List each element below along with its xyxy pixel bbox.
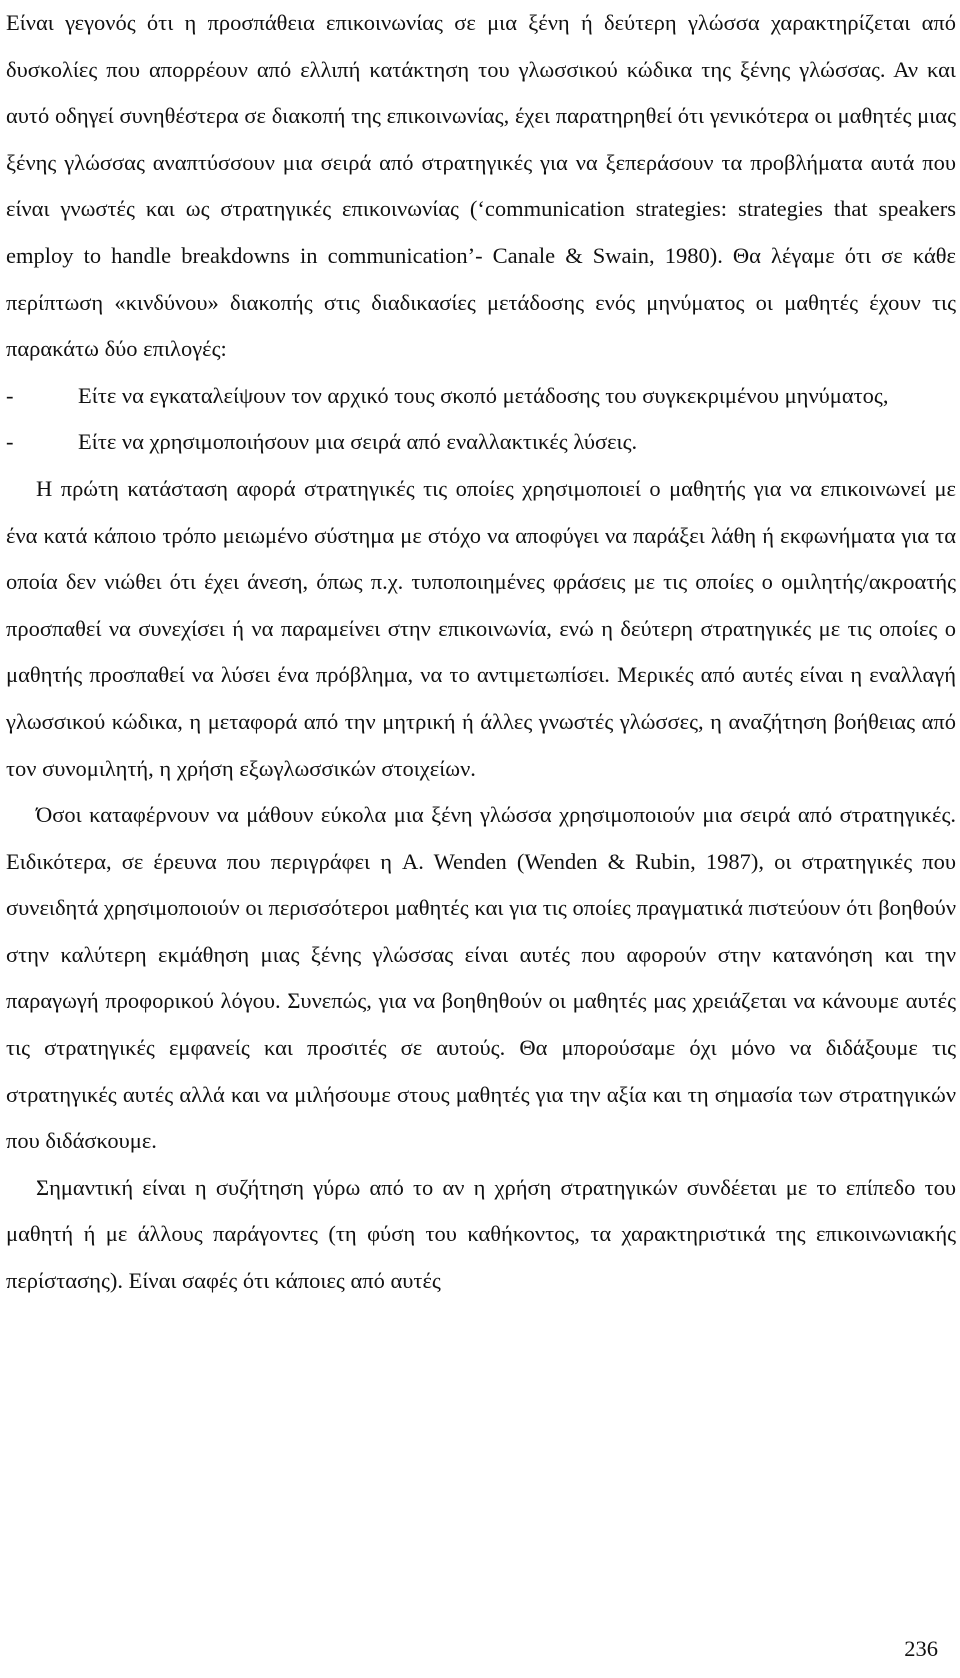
list-item-text: Είτε να χρησιμοποιήσουν μια σειρά από εναλλακτικές λύσεις. <box>78 429 638 455</box>
list-item <box>6 419 956 466</box>
list-item <box>6 373 956 420</box>
options-list <box>6 373 956 466</box>
paragraph-1: Είναι γεγονός ότι η προσπάθεια επικοινωνίας σε μια ξένη ή δεύτερη γλώσσα χαρακτηρίζεται από δυσκολίες που απορρέουν από ελλιπή κατάκτηση του γλωσσικού κώδικα της ξένης γλώσσας. Αν και αυτό οδηγεί συνηθέστερα σε διακοπή της επικοινωνίας, έχει παρατηρηθεί ότι γενικότερα οι μαθητές μιας ξένης γλώσσας αναπτύσσουν μια σειρά από στρατηγικές για να ξεπεράσουν τα προβλήματα αυτά που είναι γνωστές και ως στρατηγικές επικοινωνίας (‘communication strategies: strategies that speakers employ to handle breakdowns in communication’- Canale & Swain, 1980). Θα λέγαμε ότι σε κάθε περίπτωση «κινδύνου» διακοπής στις διαδικασίες μετάδοσης ενός μηνύματος οι μαθητές έχουν τις παρακάτω δύο επιλογές: <box>6 10 956 362</box>
paragraph-4: Σημαντική είναι η συζήτηση γύρω από το αν η χρήση στρατηγικών συνδέεται με το επίπεδο του μαθητή ή με άλλους παράγοντες (τη φύση του καθήκοντος, τα χαρακτηριστικά της επικοινωνιακής περίστασης). Είναι σαφές ότι κάποιες από αυτές <box>6 1174 956 1294</box>
page-number: 236 <box>904 1636 938 1661</box>
list-item-text: Είτε να εγκαταλείψουν τον αρχικό τους σκοπό μετάδοσης του συγκεκριμένου μηνύματος, <box>78 382 889 408</box>
paragraph-2: Η πρώτη κατάσταση αφορά στρατηγικές τις οποίες χρησιμοποιεί ο μαθητής για να επικοινωνεί με ένα κατά κάποιο τρόπο μειωμένο σύστημα με στόχο να αποφύγει να παράξει λάθη ή εκφωνήματα για τα οποία δεν νιώθει ότι έχει άνεση, όπως π.χ. τυποποιημένες φράσεις με τις οποίες ο ομιλητής/ακροατής προσπαθεί να συνεχίσει ή να παραμείνει στην επικοινωνία, ενώ η δεύτερη στρατηγικές με τις οποίες ο μαθητής προσπαθεί να λύσει ένα πρόβλημα, να το αντιμετωπίσει. Μερικές από αυτές είναι η εναλλαγή γλωσσικού κώδικα, η μεταφορά από την μητρική ή άλλες γνωστές γλώσσες, η αναζήτηση βοήθειας από τον συνομιλητή, η χρήση εξωγλωσσικών στοιχείων. <box>6 475 956 781</box>
list-bullet: - <box>6 429 14 455</box>
document-page <box>6 0 956 1305</box>
paragraph-3: Όσοι καταφέρνουν να μάθουν εύκολα μια ξένη γλώσσα χρησιμοποιούν μια σειρά από στρατηγικές. Ειδικότερα, σε έρευνα που περιγράφει η A. Wenden (Wenden & Rubin, 1987), οι στρατηγικές που συνειδητά χρησιμοποιούν οι περισσότεροι μαθητές και για τις οποίες πραγματικά πιστεύουν ότι βοηθούν στην καλύτερη εκμάθηση μιας ξένης γλώσσας είναι αυτές που αφορούν στην κατανόηση και την παραγωγή προφορικού λόγου. Συνεπώς, για να βοηθηθούν οι μαθητές μας χρειάζεται να κάνουμε αυτές τις στρατηγικές εμφανείς και προσιτές σε αυτούς. Θα μπορούσαμε όχι μόνο να διδάξουμε τις στρατηγικές αυτές αλλά και να μιλήσουμε στους μαθητές για την αξία και τη σημασία των στρατηγικών που διδάσκουμε. <box>6 802 956 1154</box>
list-bullet: - <box>6 382 14 408</box>
